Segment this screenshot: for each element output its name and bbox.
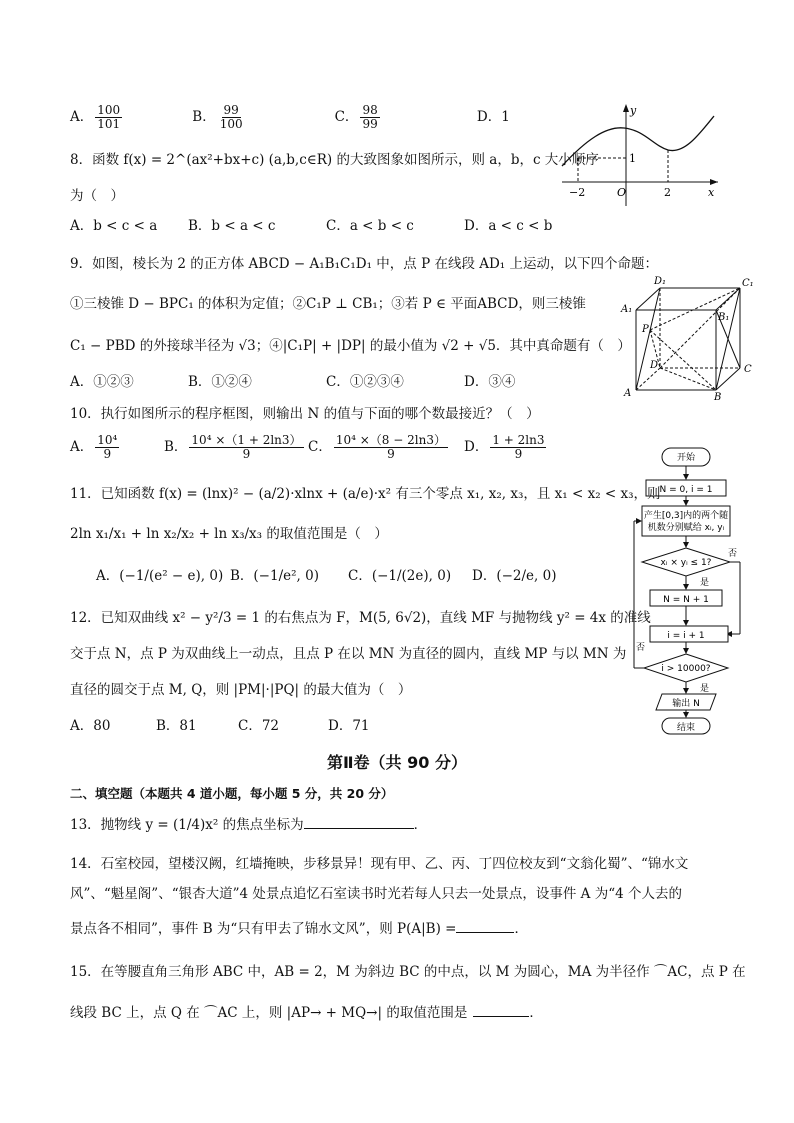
edge-ad	[636, 368, 660, 390]
q11-options	[96, 566, 556, 586]
q14-answer-blank[interactable]	[456, 918, 514, 933]
arrowhead-icon	[683, 474, 689, 480]
q11-option-a: A．(−1/(e² − e), 0)	[96, 568, 224, 584]
q12-option-c: C．72	[238, 718, 280, 734]
fraction	[490, 434, 546, 461]
edge-a1d1	[636, 288, 660, 310]
q9-stem-line1: 9．如图，棱长为 2 的正方体 ABCD − A₁B₁C₁D₁ 中，点 P 在线段 AD₁ 上运动，以下四个命题：	[70, 256, 659, 272]
denominator: 9	[514, 447, 523, 461]
arrowhead-icon	[636, 518, 642, 524]
option-value: 1	[501, 109, 510, 125]
x-label: x	[708, 186, 715, 199]
q10-options	[70, 434, 548, 461]
label-b1: B₁	[718, 312, 730, 323]
q9-option-a: A．①②③	[70, 374, 134, 390]
output-label: 输出 N	[672, 699, 700, 709]
condition-1-label: xᵢ × yᵢ ≤ 1?	[660, 558, 712, 568]
option-label: A．	[70, 109, 94, 125]
tick-neg2: −2	[569, 186, 586, 199]
option-label: B．	[164, 439, 188, 455]
increment-n-label: N = N + 1	[663, 595, 709, 605]
arrowhead-icon	[683, 648, 689, 654]
denominator: 9	[242, 447, 251, 461]
q9-option-b: B．①②④	[188, 374, 252, 390]
no-1-label: 否	[728, 549, 738, 559]
q14-stem-line3	[70, 918, 528, 939]
label-a1: A₁	[621, 304, 633, 315]
increment-i-label: i = i + 1	[667, 631, 705, 641]
arrowhead-icon	[683, 500, 689, 506]
q14-stem-line2: 风”、“魁星阁”、“银杏大道”4 处景点追忆石室读书时光若每人只去一处景点，设事件 A 为“4 个人去的	[70, 886, 683, 902]
q12-stem-line2: 交于点 N，点 P 为双曲线上一动点，且点 P 在以 MN 为直径的圆内，直线 MP 与以 MN 为	[70, 646, 627, 662]
section2-heading: 二、填空题（本题共 4 道小题，每小题 5 分，共 20 分）	[70, 786, 394, 801]
q11-stem-line1: 11．已知函数 f(x) = (lnx)² − (a/2)·xlnx + (a/e)·x² 有三个零点 x₁, x₂, x₃，且 x₁ < x₂ < x₃，则	[70, 486, 661, 502]
q9-option-c: C．①②③④	[326, 374, 404, 390]
q13-text: 13．抛物线 y = (1/4)x² 的焦点坐标为	[70, 817, 304, 833]
q7-option-a	[70, 104, 188, 131]
q10-option-c	[308, 434, 464, 461]
q15-stem-line1: 15．在等腰直角三角形 ABC 中，AB = 2，M 为斜边 BC 的中点，以 M 为圆心，MA 为半径作 ⌒AC，点 P 在	[70, 964, 746, 980]
q14-stem-line1: 14．石室校园，望楼汉阙，红墙掩映，步移景异！现有甲、乙、丙、丁四位校友到“文翁化蜀”、“锦水文	[70, 856, 689, 872]
q10-option-a	[70, 434, 164, 461]
q9-stem-line3: C₁ − PBD 的外接球半径为 √3；④|C₁P| + |DP| 的最小值为 √2 + √5．其中真命题有（ ）	[70, 338, 631, 354]
label-a: A	[624, 388, 632, 399]
fraction	[334, 434, 448, 461]
q8-option-b: B．b < a < c	[188, 218, 276, 234]
q14-end: ．	[514, 921, 528, 937]
q7-option-d	[477, 107, 510, 127]
q13-stem	[70, 814, 427, 835]
yes-1-label: 是	[700, 578, 710, 588]
option-label: C．	[334, 109, 359, 125]
q10-stem-line1: 10．执行如图所示的程序框图，则输出 N 的值与下面的哪个数最接近？（ ）	[70, 406, 540, 422]
q15-text: 线段 BC 上，点 Q 在 ⌒AC 上，则 |AP→ + MQ→| 的取值范围是	[70, 1005, 468, 1021]
label-d: D	[650, 360, 659, 371]
q12-option-d: D．71	[328, 718, 370, 734]
denominator: 101	[97, 117, 121, 131]
label-p: P	[642, 324, 649, 335]
edge-bc	[716, 368, 740, 390]
q7-option-c	[335, 104, 473, 131]
label-c1: C₁	[742, 278, 754, 289]
q13-end: ．	[413, 817, 428, 833]
edge-b1c1	[716, 288, 740, 310]
q12-option-a: A．80	[70, 718, 111, 734]
q7-option-b	[192, 104, 330, 131]
q8-stem-line2: 为（ ）	[70, 188, 124, 204]
yes-2-label: 是	[700, 684, 710, 694]
numerator: 99	[223, 103, 239, 117]
q12-stem-line3: 直径的圆交于点 M, Q，则 |PM|·|PQ| 的最大值为（ ）	[70, 682, 412, 698]
q8-options	[70, 216, 552, 236]
label-d1: D₁	[654, 276, 667, 287]
y-axis-arrow-icon	[623, 104, 629, 112]
numerator: 10⁴ ×（1 + 2ln3）	[191, 433, 302, 447]
q11-option-b: B．(−1/e², 0)	[230, 568, 319, 584]
no-2-label: 否	[636, 643, 646, 653]
denominator: 9	[387, 447, 395, 461]
q14-text: 景点各不相同”，事件 B 为“只有甲去了锦水文风”，则 P(A|B) =	[70, 921, 457, 937]
arrowhead-icon	[683, 542, 689, 548]
generate-label-2: 机数分别赋给 xᵢ, yᵢ	[647, 523, 725, 533]
fraction	[95, 434, 119, 461]
q12-options	[70, 716, 370, 736]
q15-answer-blank[interactable]	[473, 1002, 529, 1017]
q9-options	[70, 372, 515, 392]
numerator: 100	[97, 103, 121, 117]
end-label: 结束	[676, 723, 696, 733]
q10-option-d	[464, 434, 548, 461]
q11-stem-line2: 2ln x₁/x₁ + ln x₂/x₂ + ln x₃/x₃ 的取值范围是（ ）	[70, 526, 388, 542]
q15-end: ．	[529, 1005, 543, 1021]
x-axis-arrow-icon	[710, 179, 718, 185]
q12-option-b: B．81	[156, 718, 197, 734]
q8-stem-line1: 8．函数 f(x) = 2^(ax²+bx+c) (a,b,c∈R) 的大致图象如图所示，则 a，b，c 大小顺序	[70, 152, 599, 168]
numerator: 10⁴	[97, 433, 118, 447]
fraction	[218, 104, 245, 131]
q9-option-d: D．③④	[464, 374, 516, 390]
segment-ad1	[636, 288, 660, 390]
generate-label-1: 产生[0,3]内的两个随	[643, 511, 729, 521]
q8-option-c: C．a < b < c	[326, 218, 414, 234]
origin-label: O	[617, 186, 627, 199]
numerator: 10⁴ ×（8 − 2ln3）	[335, 433, 446, 447]
q15-stem-line2	[70, 1002, 543, 1023]
denominator: 99	[362, 117, 378, 131]
q7-options	[70, 104, 510, 131]
option-label: B．	[192, 109, 216, 125]
segment-dc1	[660, 288, 740, 368]
label-b: B	[714, 392, 722, 402]
arrowhead-icon	[683, 584, 689, 590]
numerator: 98	[362, 103, 378, 117]
option-label: D．	[476, 109, 502, 125]
denominator: 9	[103, 447, 112, 461]
option-label: D．	[464, 439, 489, 455]
q11-option-c: C．(−1/(2e), 0)	[348, 568, 452, 584]
q8-option-d: D．a < c < b	[464, 218, 553, 234]
arrowhead-icon	[683, 712, 689, 718]
arrowhead-icon	[683, 688, 689, 694]
option-label: A．	[70, 439, 94, 455]
q10-option-b	[164, 434, 308, 461]
fraction	[95, 104, 122, 131]
numerator: 1 + 2ln3	[492, 433, 545, 447]
q8-function-graph	[558, 100, 726, 210]
q12-stem-line1: 12．已知双曲线 x² − y²/3 = 1 的右焦点为 F，M(5, 6√2)，直线 MF 与抛物线 y² = 4x 的准线	[70, 610, 651, 626]
y-label: y	[630, 104, 637, 117]
q13-answer-blank[interactable]	[304, 814, 414, 829]
segment-db	[660, 368, 716, 390]
option-label: C．	[308, 439, 332, 455]
part2-title: 第Ⅱ卷（共 90 分）	[327, 753, 467, 772]
q9-cube-figure	[620, 274, 760, 402]
segment-pc1	[650, 288, 740, 330]
q11-option-d: D．(−2/e, 0)	[472, 568, 557, 584]
start-label: 开始	[676, 453, 696, 463]
condition-2-label: i > 10000?	[661, 664, 711, 674]
q8-option-a: A．b < c < a	[70, 218, 158, 234]
init-label: N = 0, i = 1	[659, 485, 713, 495]
q9-stem-line2: ①三棱锥 D − BPC₁ 的体积为定值；②C₁P ⊥ CB₁；③若 P ∈ 平面ABCD，则三棱锥	[70, 296, 586, 312]
fraction	[360, 104, 379, 131]
label-c: C	[744, 364, 752, 375]
tick-one: 1	[629, 152, 636, 165]
fraction	[189, 434, 303, 461]
denominator: 100	[219, 117, 243, 131]
arrowhead-icon	[683, 620, 689, 626]
tick-pos2: 2	[664, 186, 671, 199]
